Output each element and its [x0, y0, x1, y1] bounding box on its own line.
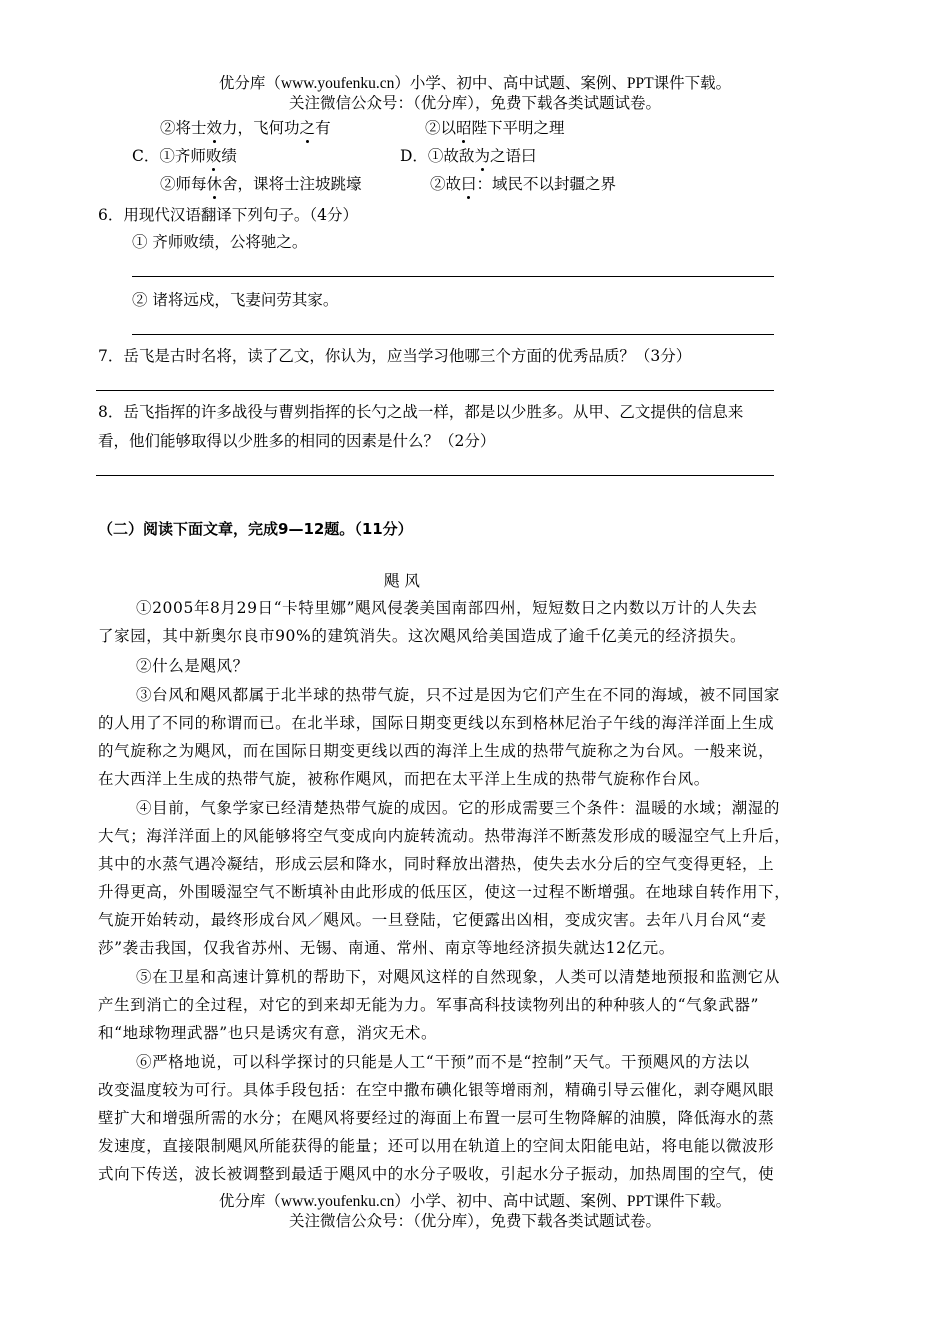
q6-sentence-2: ② 诸将远戍，飞妻问劳其家。 — [132, 291, 339, 309]
article-line: 莎”袭击我国，仅我省苏州、无锡、南通、常州、南京等地经济损失就达12亿元。 — [98, 939, 675, 957]
article-line: 发速度，直接限制飓风所能获得的能量；还可以用在轨道上的空间太阳能电站，将电能以微波形 — [98, 1137, 775, 1155]
q8-line-2: 看，他们能够取得以少胜多的相同的因素是什么？（2分） — [98, 432, 496, 450]
article-line: 和“地球物理武器”也只是诱灾有意，消灾无术。 — [98, 1024, 438, 1042]
answer-line — [96, 390, 774, 391]
article-line: 大气；海洋洋面上的风能够将空气变成向内旋转流动。热带海洋不断蒸发形成的暖湿空气上升后， — [98, 827, 791, 845]
emphasis-dot: 休 — [206, 175, 223, 193]
article-line: 的气旋称之为飓风，而在国际日期变更线以西的海洋上生成的热带气旋称之为台风。一般来说， — [98, 742, 775, 760]
answer-line — [96, 475, 774, 476]
q5-option-b2-left: ②将士效力，飞何功之有 — [160, 119, 331, 137]
article-line: 改变温度较为可行。具体手段包括：在空中撒布碘化银等增雨剂，精确引导云催化，剥夺飓风眼 — [98, 1081, 775, 1099]
article-line: 在大西洋上生成的热带气旋，被称作飓风，而把在太平洋上生成的热带气旋称作台风。 — [98, 770, 710, 788]
article-line: ⑤在卫星和高速计算机的帮助下，对飓风这样的自然现象，人类可以清楚地预报和监测它从 — [136, 968, 781, 986]
section-heading: （二）阅读下面文章，完成9—12题。（11分） — [98, 520, 413, 538]
article-title: 飓 风 — [384, 572, 420, 590]
article-line: 产生到消亡的全过程，对它的到来却无能为力。军事高科技读物列出的种种骇人的“气象武器” — [98, 996, 760, 1014]
article-line: 式向下传送，波长被调整到最适于飓风中的水分子吸收，引起水分子振动，加热周围的空气，使 — [98, 1165, 775, 1183]
article-line: ④目前，气象学家已经清楚热带气旋的成因。它的形成需要三个条件：温暖的水域；潮湿的 — [136, 799, 781, 817]
page-footer — [0, 1192, 950, 1232]
answer-line — [132, 334, 774, 335]
emphasis-dot: 效 — [206, 119, 223, 137]
emphasis-dot: 昭 — [456, 119, 472, 137]
header-line-2: 关注微信公众号：（优分库），免费下载各类试题试卷。 — [288, 95, 661, 112]
page-header — [0, 74, 950, 114]
article-line: ②什么是飓风？ — [136, 657, 249, 675]
q5-option-d1: D．①故敌为之语曰 — [400, 147, 537, 165]
article-line: 气旋开始转动，最终形成台风／飓风。一旦登陆，它便露出凶相，变成灾害。去年八月台风“麦 — [98, 911, 767, 929]
article-line: 其中的水蒸气遇冷凝结，形成云层和降水，同时释放出潜热，使失去水分后的空气变得更轻，上 — [98, 855, 775, 873]
emphasis-dot: 败 — [205, 147, 222, 165]
q7-stem: 7．岳飞是古时名将，读了乙文，你认为，应当学习他哪三个方面的优秀品质？（3分） — [98, 347, 692, 365]
article-line: 了家园，其中新奥尔良市90%的建筑消失。这次飓风给美国造成了逾千亿美元的经济损失。 — [98, 627, 747, 645]
footer-line-1: 优分库（www.youfenku.cn）小学、初中、高中试题、案例、PPT课件下载。 — [218, 1193, 732, 1210]
q5-option-c1: C．①齐师败绩 — [132, 147, 237, 165]
answer-line — [132, 276, 774, 277]
q8-line-1: 8．岳飞指挥的许多战役与曹刿指挥的长勺之战一样，都是以少胜多。从甲、乙文提供的信息来 — [98, 403, 744, 421]
q5-option-c2: ②师每休舍，课将士注坡跳壕 — [160, 175, 362, 193]
article-line: ①2005年8月29日“卡特里娜”飓风侵袭美国南部四州，短短数日之内数以万计的人失去 — [136, 599, 758, 617]
emphasis-dot: 之 — [299, 119, 316, 137]
article-line: 壁扩大和增强所需的水分；在飓风将要经过的海面上布置一层可生物降解的油膜，降低海水的蒸 — [98, 1109, 775, 1127]
article-line: ⑥严格地说，可以科学探讨的只能是人工“干预”而不是“控制”天气。干预飓风的方法以 — [136, 1053, 750, 1071]
q6-stem: 6．用现代汉语翻译下列句子。（4分） — [98, 206, 358, 224]
footer-line-2: 关注微信公众号：（优分库），免费下载各类试题试卷。 — [288, 1213, 661, 1230]
q5-option-b2-right: ②以昭陛下平明之理 — [425, 119, 565, 137]
emphasis-dot: 为 — [474, 147, 490, 165]
q6-sentence-1: ① 齐师败绩，公将驰之。 — [132, 233, 308, 251]
article-line: 的人用了不同的称谓而已。在北半球，国际日期变更线以东到格林尼治子午线的海洋洋面上生成 — [98, 714, 775, 732]
emphasis-dot: 曰 — [461, 175, 477, 193]
q5-option-d2: ②故曰：域民不以封疆之界 — [430, 175, 617, 193]
article-line: ③台风和飓风都属于北半球的热带气旋，只不过是因为它们产生在不同的海域，被不同国家 — [136, 686, 781, 704]
header-line-1: 优分库（www.youfenku.cn）小学、初中、高中试题、案例、PPT课件下载。 — [218, 75, 732, 92]
article-line: 升得更高，外围暖湿空气不断填补由此形成的低压区，使这一过程不断增强。在地球自转作用下， — [98, 883, 791, 901]
